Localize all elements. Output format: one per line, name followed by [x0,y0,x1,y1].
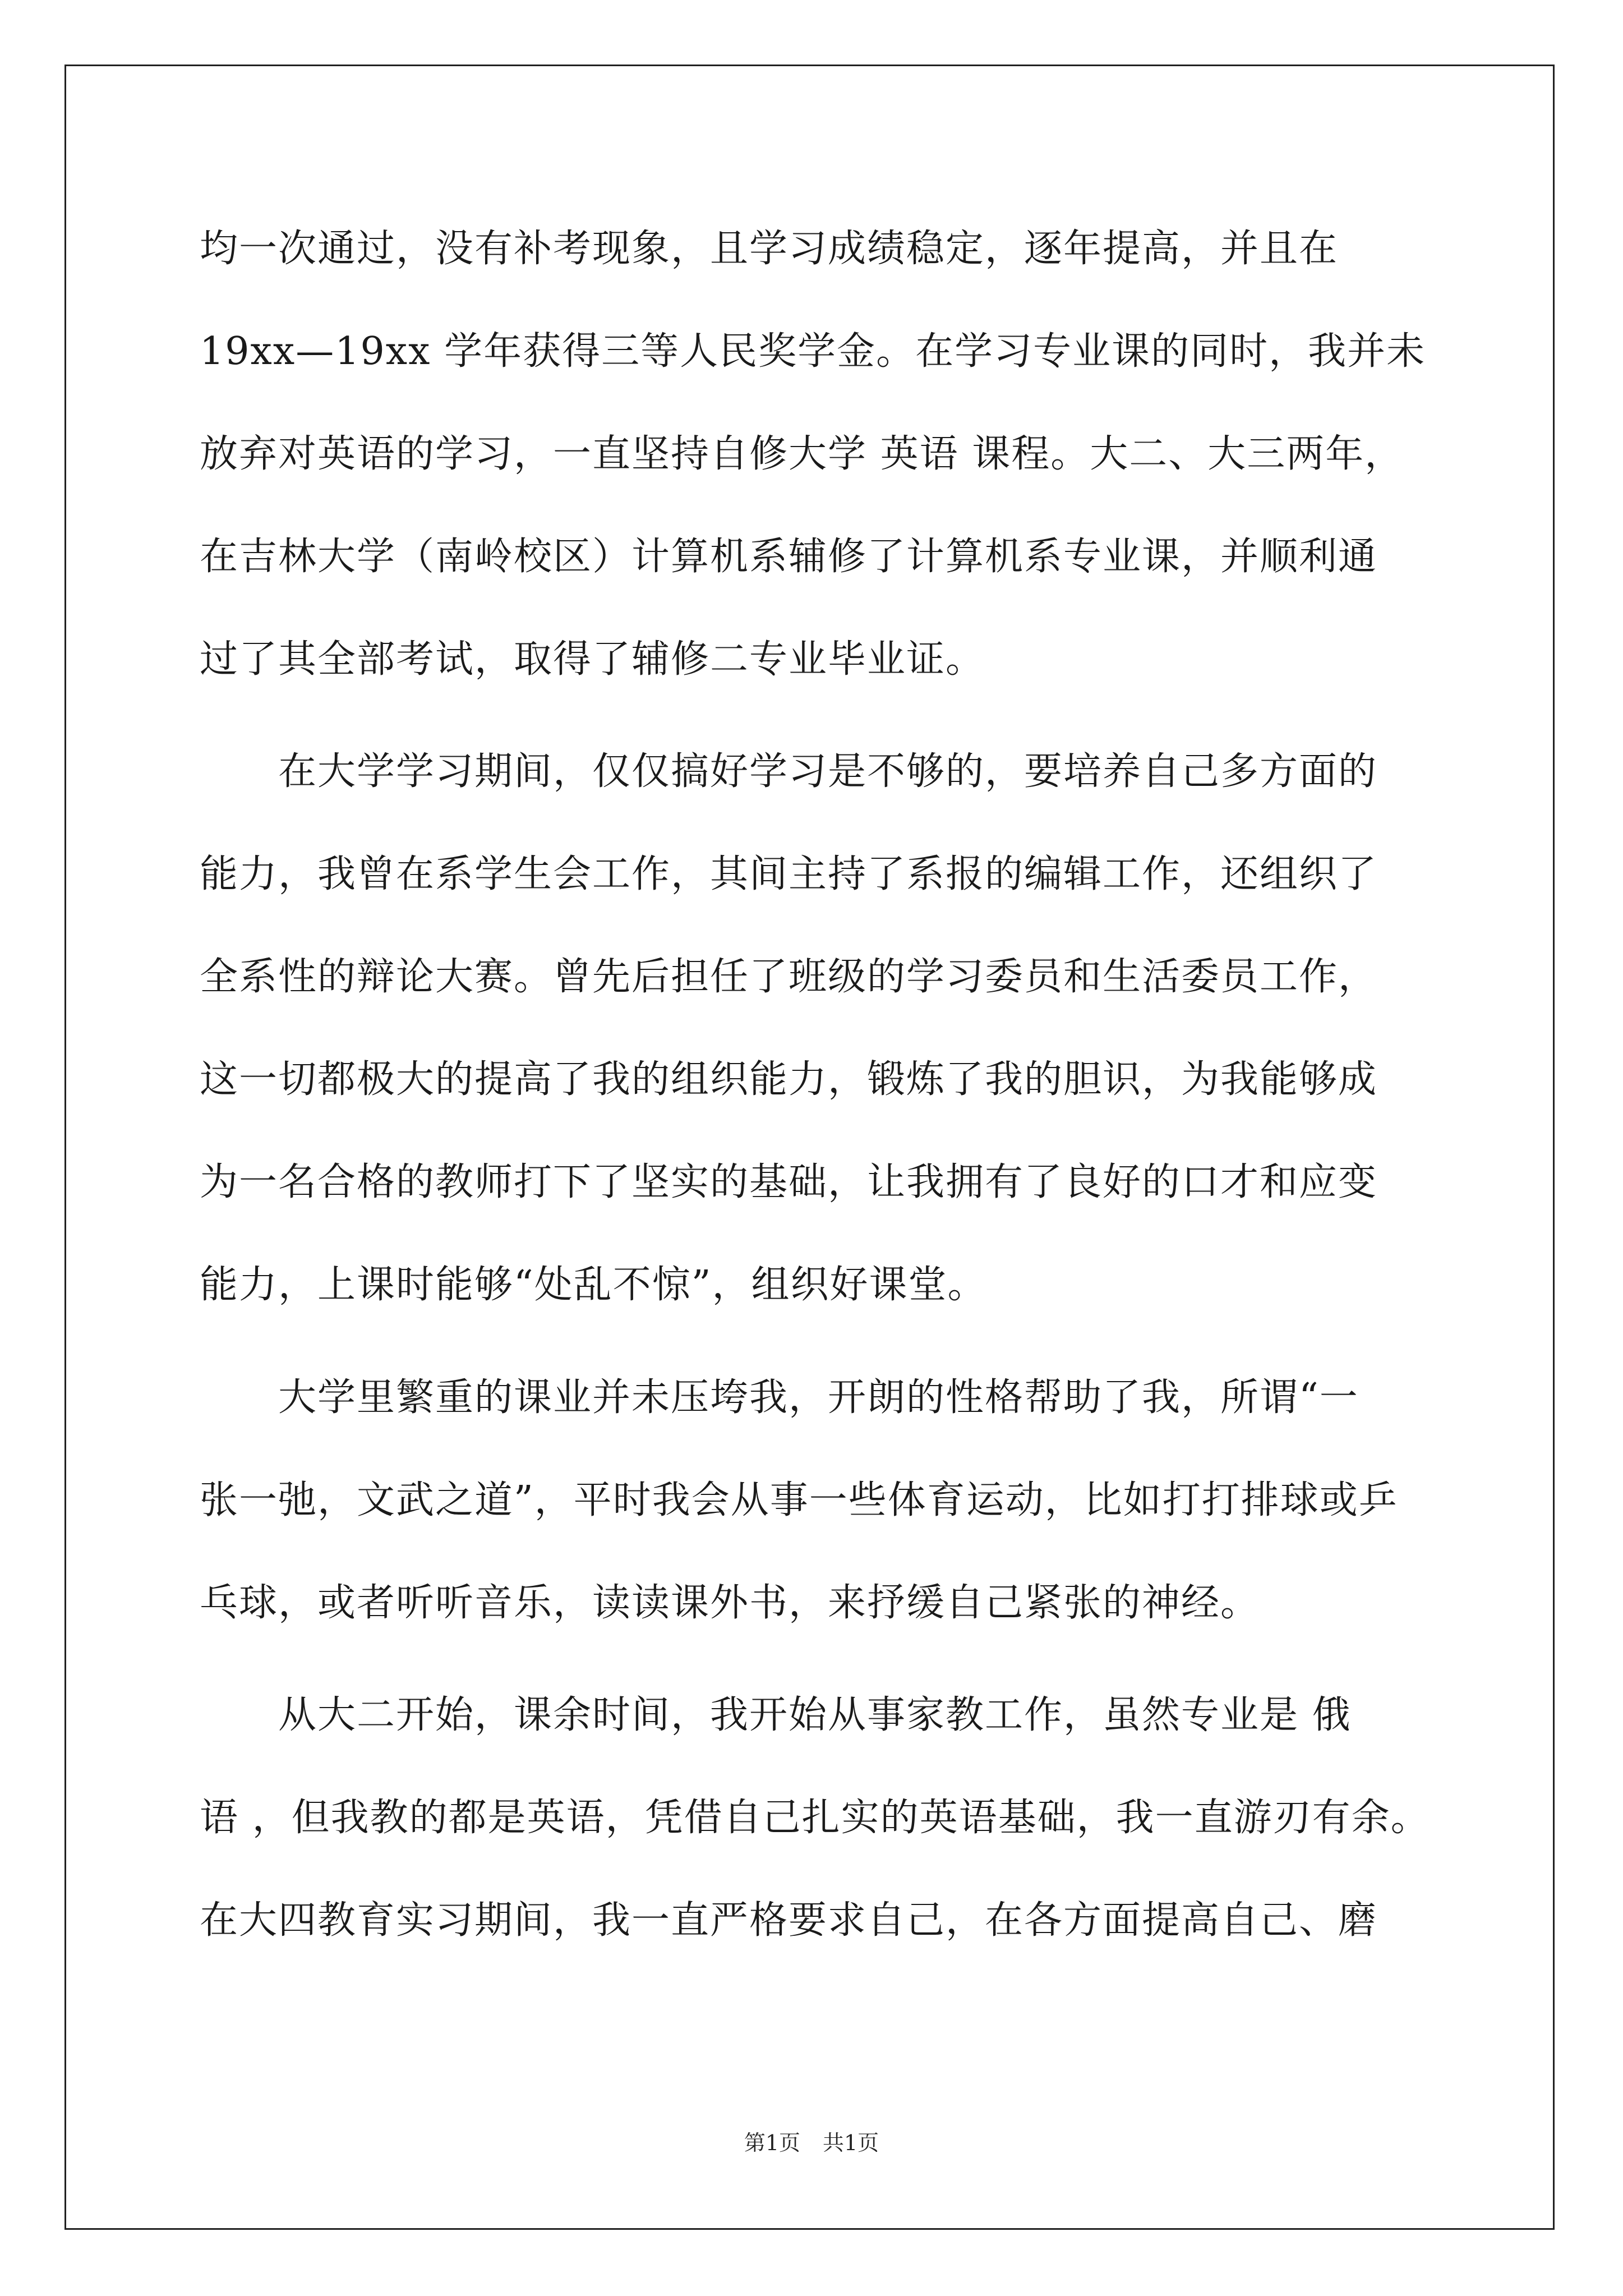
text-line: 均一次通过，没有补考现象，且学习成绩稳定，逐年提高，并且在 [200,227,1339,271]
text-line: 乓球，或者听听音乐，读读课外书，来抒缓自己紧张的神经。 [200,1581,1260,1625]
text-line: 在吉林大学（南岭校区）计算机系辅修了计算机系专业课，并顺利通 [200,535,1378,579]
text-line: 放弃对英语的学习，一直坚持自修大学 英语 课程。大二、大三两年， [200,432,1404,476]
text-line: 在大四教育实习期间，我一直严格要求自己，在各方面提高自己、磨 [200,1898,1378,1943]
text-line: 能力，我曾在系学生会工作，其间主持了系报的编辑工作，还组织了 [200,852,1378,896]
text-line: 张一弛，文武之道”，平时我会从事一些体育运动，比如打打排球或乒 [200,1478,1398,1522]
text-line: 为一名合格的教师打下了坚实的基础，让我拥有了良好的口才和应变 [200,1160,1378,1204]
text-line: 这一切都极大的提高了我的组织能力，锻炼了我的胆识，为我能够成 [200,1057,1378,1102]
text-line: 19xx—19xx 学年获得三等人民奖学金。在学习专业课的同时，我并未 [200,329,1426,374]
text-line: 全系性的辩论大赛。曾先后担任了班级的学习委员和生活委员工作， [200,955,1378,999]
text-line: 从大二开始，课余时间，我开始从事家教工作，虽然专业是 俄 [200,1693,1352,1737]
text-line: 在大学学习期间，仅仅搞好学习是不够的，要培养自己多方面的 [200,749,1378,794]
page-footer [0,2129,1623,2157]
text-line: 大学里繁重的课业并未压垮我，开朗的性格帮助了我，所谓“一 [200,1375,1359,1420]
page-number-current: 第1页 [744,2131,800,2155]
text-line: 语 ，但我教的都是英语，凭借自己扎实的英语基础，我一直游刃有余。 [200,1796,1430,1840]
text-line: 过了其全部考试，取得了辅修二专业毕业证。 [200,637,985,682]
page-number-total: 共1页 [823,2131,879,2155]
text-line: 能力，上课时能够“处乱不惊”，组织好课堂。 [200,1263,987,1307]
